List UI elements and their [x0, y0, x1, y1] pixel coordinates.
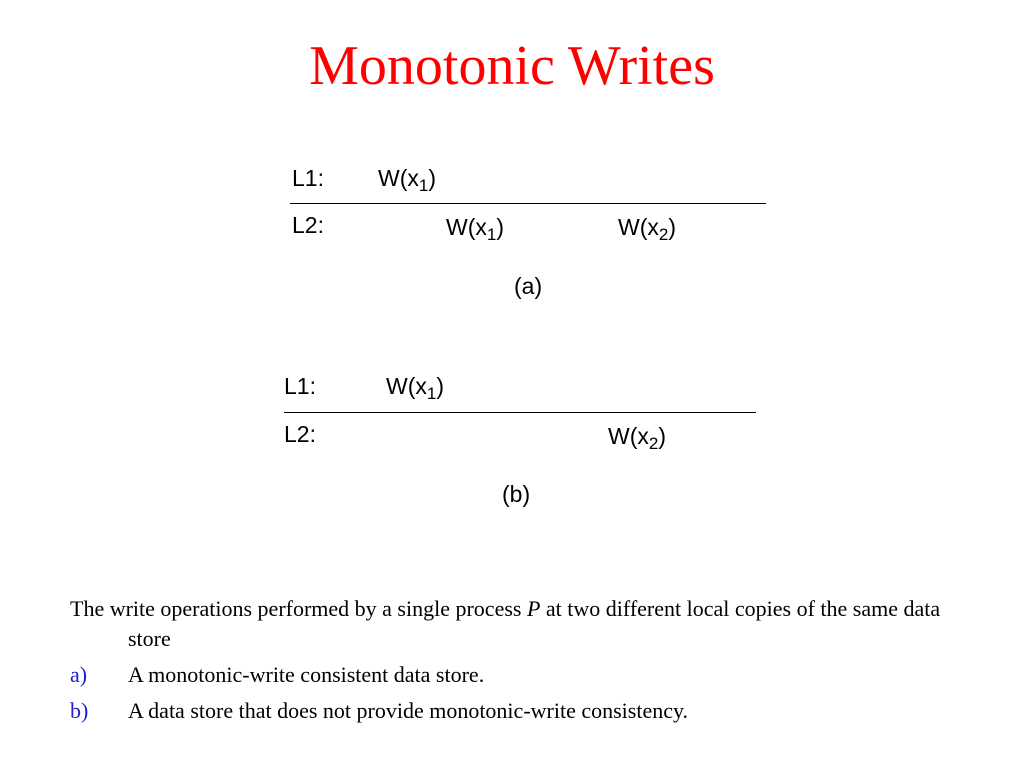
list-item-a	[70, 660, 970, 690]
diagram-b-l1-write-x1: $W(x_1)$	[386, 373, 445, 403]
list-item-b	[70, 696, 970, 726]
slide-title: Monotonic Writes	[309, 35, 715, 97]
diagram-a-row2-label: L2:	[292, 212, 324, 238]
diagram-a-caption: (a)	[514, 273, 543, 299]
diagram-b-row2-label: L2:	[284, 421, 316, 447]
intro-paragraph: The write operations performed by a single process P at two different local copies of the same data store	[70, 596, 941, 651]
diagram-a-l2-write-x2: $W(x_2)$	[618, 214, 677, 244]
list-item-text: A monotonic-write consistent data store.	[128, 662, 485, 687]
slide-body	[70, 594, 970, 726]
diagram-b-l2-write-x2: $W(x_2)$	[608, 423, 667, 453]
diagram-a-row1-label: L1:	[292, 165, 324, 191]
list-item-text: A data store that does not provide monotonic-write consistency.	[128, 698, 689, 723]
diagram-a-l1-write-x1: $W(x_1)$	[378, 165, 437, 195]
diagram-b-divider	[284, 412, 756, 413]
diagram-b-row1-label: L1:	[284, 373, 316, 399]
list-marker: b)	[70, 698, 89, 723]
process-name: P	[526, 596, 541, 621]
diagram-a-divider	[290, 203, 766, 204]
diagram-b-caption: (b)	[502, 481, 531, 507]
list-marker: a)	[70, 662, 88, 687]
diagram-a-l2-write-x1: $W(x_1)$	[446, 214, 505, 244]
